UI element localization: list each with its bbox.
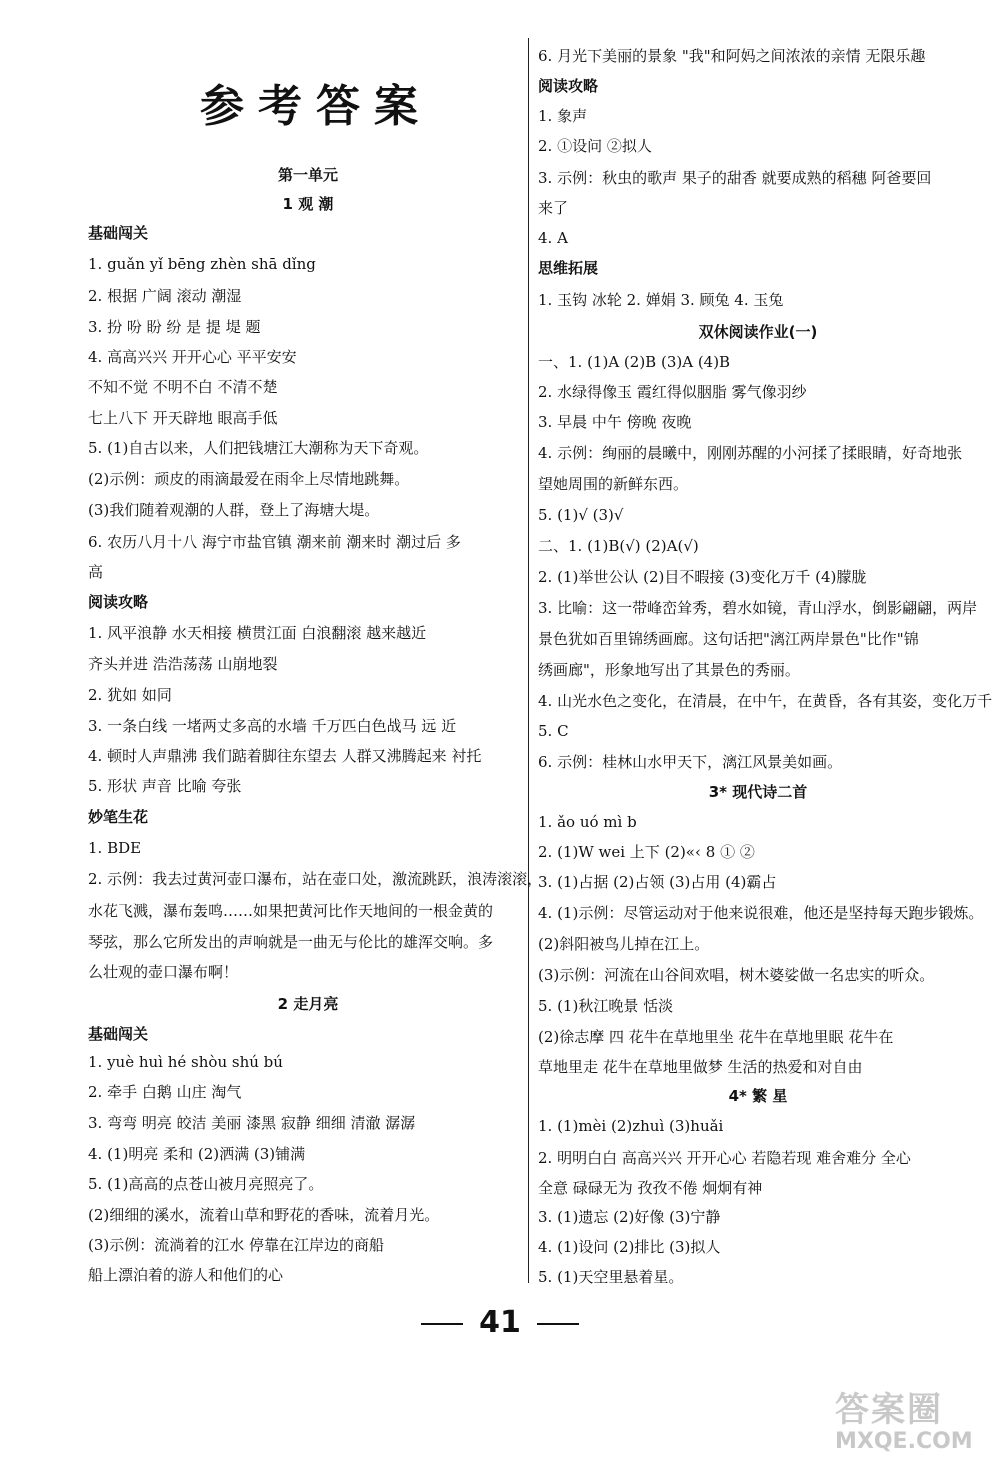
answer-line: (2)细细的溪水，流着山草和野花的香味，流着月光。: [88, 1206, 440, 1224]
answer-line: 5. (1)秋江晚景 恬淡: [538, 997, 674, 1015]
answer-line: 二、1. (1)B(√) (2)A(√): [538, 537, 699, 555]
answer-line: 绣画廊"，形象地写出了其景色的秀丽。: [538, 661, 800, 679]
answer-line: 4. (1)设问 (2)排比 (3)拟人: [538, 1238, 721, 1256]
answer-line: 3. 早晨 中午 傍晚 夜晚: [538, 413, 692, 431]
answer-line: 5. C: [538, 722, 569, 740]
answer-line: 船上漂泊着的游人和他们的心: [88, 1266, 284, 1284]
answer-line: 望她周围的新鲜东西。: [538, 475, 689, 493]
answer-line: 草地里走 花牛在草地里做梦 生活的热爱和对自由: [538, 1058, 863, 1076]
answer-line: 4. A: [538, 229, 568, 247]
section-heading: 思维拓展: [538, 259, 599, 277]
answer-line: (2)示例：顽皮的雨滴最爱在雨伞上尽情地跳舞。: [88, 470, 410, 488]
answer-line: 七上八下 开天辟地 眼高手低: [88, 409, 278, 427]
page-number: [0, 1305, 1000, 1340]
answer-line: 齐头并进 浩浩荡荡 山崩地裂: [88, 655, 278, 673]
answer-line: 4. 顿时人声鼎沸 我们踮着脚往东望去 人群又沸腾起来 衬托: [88, 747, 482, 765]
watermark-logo: 答案圈: [835, 1390, 943, 1430]
answer-line: 2. 明明白白 高高兴兴 开开心心 若隐若现 难舍难分 全心: [538, 1149, 911, 1167]
answer-line: 水花飞溅，瀑布轰鸣……如果把黄河比作天地间的一根金黄的: [88, 902, 494, 920]
watermark-url: MXQE.COM: [835, 1429, 973, 1454]
watermark: [835, 1382, 995, 1462]
answer-line: 5. (1)√ (3)√: [538, 506, 624, 524]
answer-line: 1. BDE: [88, 839, 142, 857]
answer-line: 1. (1)mèi (2)zhuì (3)huǎi: [538, 1117, 724, 1135]
answer-line: 1. 象声: [538, 107, 588, 125]
answer-line: 4. (1)明亮 柔和 (2)洒满 (3)铺满: [88, 1145, 306, 1163]
answer-line: 5. (1)天空里悬着星。: [538, 1268, 684, 1286]
column-divider: [528, 38, 529, 1283]
answer-line: 2. (1)W wei 上下 (2)«‹ 8 ① ②: [538, 843, 755, 861]
answer-line: 3. 弯弯 明亮 皎洁 美丽 漆黑 寂静 细细 清澈 潺潺: [88, 1114, 416, 1132]
answer-line: 么壮观的壶口瀑布啊！: [88, 963, 239, 981]
answer-line: 2. 水绿得像玉 霞红得似胭脂 雾气像羽纱: [538, 383, 807, 401]
section-heading: 阅读攻略: [538, 77, 599, 95]
answer-line: 一、1. (1)A (2)B (3)A (4)B: [538, 353, 731, 371]
answer-line: 3. 扮 吩 盼 纷 是 提 堤 题: [88, 318, 261, 336]
answer-line: 1. ǎo uó mì b: [538, 813, 637, 831]
answer-line: 不知不觉 不明不白 不清不楚: [88, 378, 278, 396]
answer-line: (3)示例：河流在山谷间欢唱，树木婆娑做一名忠实的听众。: [538, 966, 935, 984]
answer-line: 5. 形状 声音 比喻 夸张: [88, 777, 242, 795]
answer-line: 6. 示例：桂林山水甲天下，漓江风景美如画。: [538, 753, 843, 771]
answer-line: 5. (1)高高的点苍山被月亮照亮了。: [88, 1175, 324, 1193]
lesson-title: 4* 繁 星: [728, 1087, 788, 1105]
answer-line: 2. ①设问 ②拟人: [538, 137, 652, 155]
lesson-title: 3* 现代诗二首: [708, 783, 808, 801]
answer-line: 琴弦，那么它所发出的声响就是一曲无与伦比的雄浑交响。多: [88, 933, 494, 951]
answer-line: 1. yuè huì hé shòu shú bú: [88, 1053, 283, 1071]
page-number-dash-left: [421, 1323, 463, 1325]
answer-line: 来了: [538, 199, 569, 217]
answer-line: (3)我们随着观潮的人群，登上了海塘大堤。: [88, 501, 380, 519]
section-heading: 妙笔生花: [88, 808, 149, 826]
answer-line: 4. 山光水色之变化，在清晨，在中午，在黄昏，各有其姿，变化万千: [538, 692, 993, 710]
answer-line: 全意 碌碌无为 孜孜不倦 炯炯有神: [538, 1179, 763, 1197]
answer-line: 3. (1)遗忘 (2)好像 (3)宁静: [538, 1208, 721, 1226]
answer-line: 3. 比喻：这一带峰峦耸秀，碧水如镜，青山浮水，倒影翩翩，两岸: [538, 599, 978, 617]
section-heading: 基础闯关: [88, 1025, 149, 1043]
answer-line: 1. 玉钩 冰轮 2. 婵娟 3. 顾兔 4. 玉兔: [538, 291, 784, 309]
answer-line: (3)示例：流淌着的江水 停靠在江岸边的商船: [88, 1236, 385, 1254]
lesson-title: 双休阅读作业(一): [698, 323, 818, 341]
answer-line: 2. 牵手 白鹅 山庄 淘气: [88, 1083, 242, 1101]
answer-line: 3. 示例：秋虫的歌声 果子的甜香 就要成熟的稻穗 阿爸要回: [538, 169, 932, 187]
answer-line: 1. 风平浪静 水天相接 横贯江面 白浪翻滚 越来越近: [88, 624, 427, 642]
answer-line: 1. guǎn yǐ bēng zhèn shā dǐng: [88, 255, 316, 273]
lesson-title: 1 观 潮: [282, 195, 334, 213]
answer-line: 3. (1)占据 (2)占领 (3)占用 (4)霸占: [538, 873, 777, 891]
page-title: 参考答案: [200, 81, 432, 132]
answer-line: 3. 一条白线 一堵两丈多高的水墙 千万匹白色战马 远 近: [88, 717, 457, 735]
answer-line: 2. 示例：我去过黄河壶口瀑布，站在壶口处，激流跳跃，浪涛滚滚，: [88, 870, 543, 888]
answer-line: 2. 犹如 如同: [88, 686, 172, 704]
answer-line: 2. (1)举世公认 (2)目不暇接 (3)变化万千 (4)朦胧: [538, 568, 867, 586]
page-number-dash-right: [537, 1323, 579, 1325]
answer-line: 高: [88, 563, 104, 581]
section-heading: 基础闯关: [88, 224, 149, 242]
page-number-value: 41: [479, 1305, 521, 1340]
lesson-title: 第一单元: [277, 166, 338, 184]
answer-line: 6. 月光下美丽的景象 "我"和阿妈之间浓浓的亲情 无限乐趣: [538, 47, 926, 65]
lesson-title: 2 走月亮: [277, 995, 339, 1013]
answer-line: 6. 农历八月十八 海宁市盐官镇 潮来前 潮来时 潮过后 多: [88, 533, 461, 551]
answer-line: 5. (1)自古以来，人们把钱塘江大潮称为天下奇观。: [88, 439, 429, 457]
answer-line: 景色犹如百里锦绣画廊。这句话把"漓江两岸景色"比作"锦: [538, 630, 919, 648]
answer-line: 4. 高高兴兴 开开心心 平平安安: [88, 348, 297, 366]
answer-line: 2. 根据 广阔 滚动 潮湿: [88, 287, 242, 305]
answer-line: (2)徐志摩 四 花牛在草地里坐 花牛在草地里眠 花牛在: [538, 1028, 894, 1046]
answer-line: (2)斜阳被鸟儿掉在江上。: [538, 935, 710, 953]
answer-line: 4. (1)示例：尽管运动对于他来说很难，他还是坚持每天跑步锻炼。: [538, 904, 984, 922]
answer-line: 4. 示例：绚丽的晨曦中，刚刚苏醒的小河揉了揉眼睛，好奇地张: [538, 444, 963, 462]
section-heading: 阅读攻略: [88, 593, 149, 611]
